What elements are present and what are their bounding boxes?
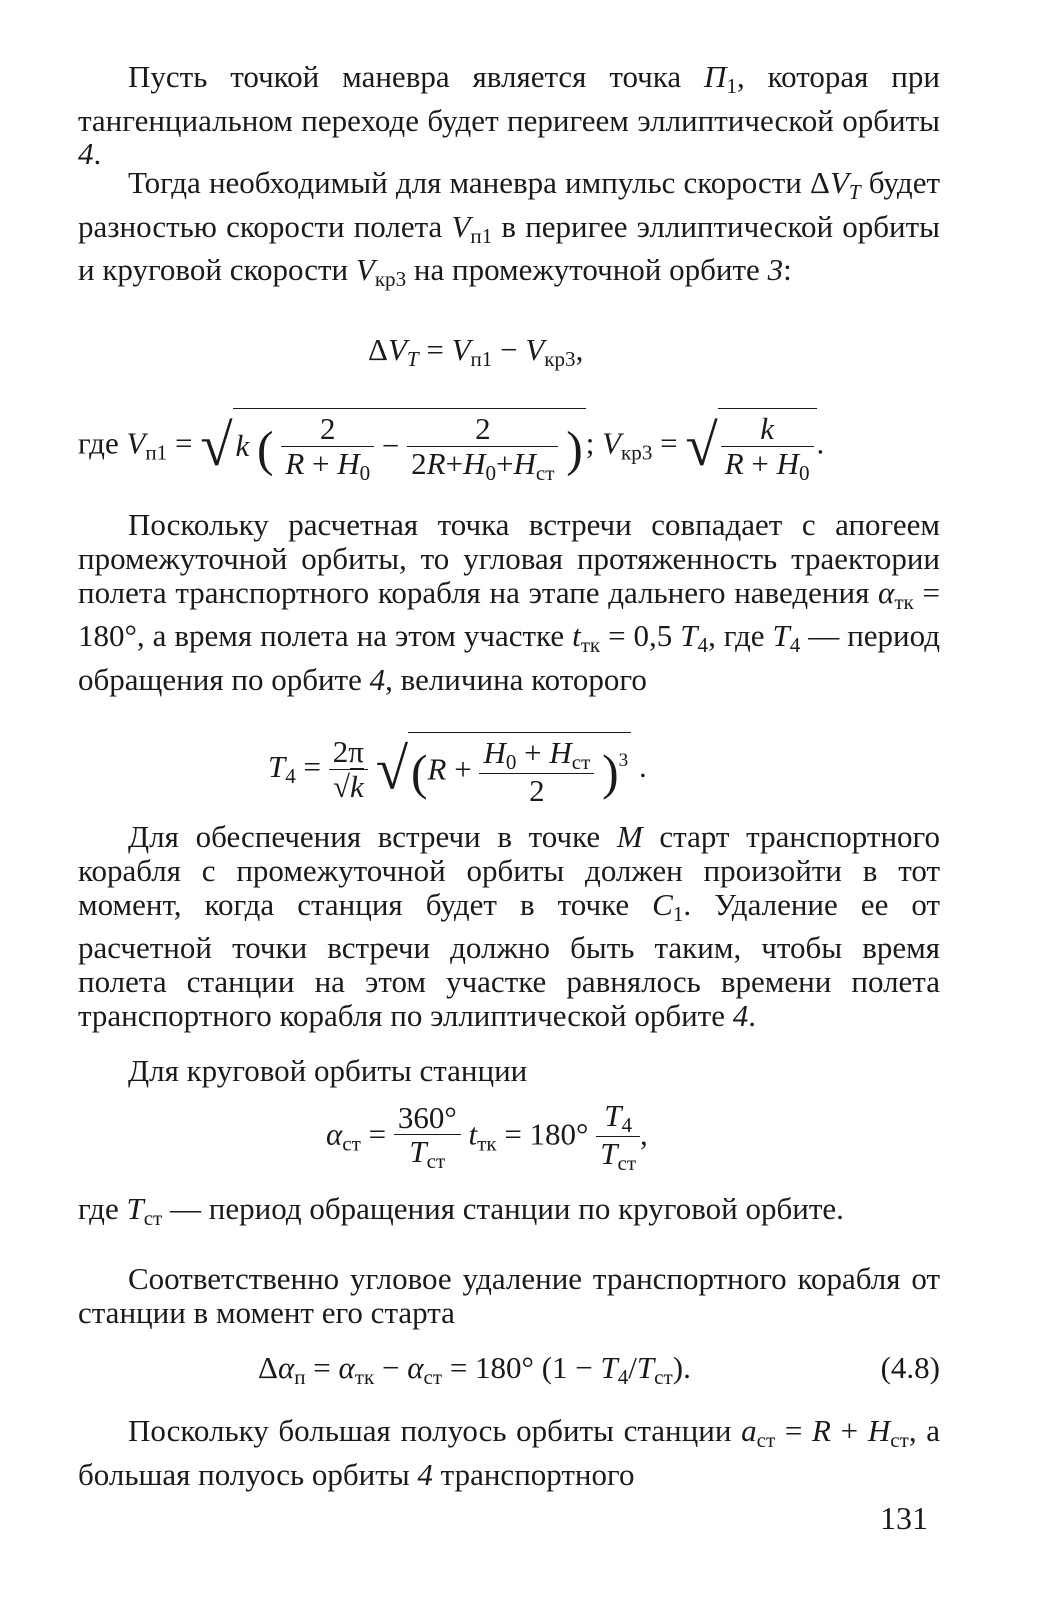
paragraph-5: Для круговой орбиты станции [128,1053,528,1088]
formula-t4: $T_4$ = $\frac{2\pi}{√k}$ √(R + $\frac{H_0 + H_{ст}}{2}$ )$^3$ . [268,732,647,808]
paragraph-3: Поскольку расчетная точка встречи совпадает с апогеем промежуточной орбиты, то угловая протяженность траектории полета транспортного корабля на этапе дальнего наведения $\alpha_{тк} = 180^\circ$, а время полета на этом участке $t_{тк} = 0,5$ $T_4$, где $T_4$ — период обращения по орбите 4, величина которого [78,507,941,697]
formula-vp1-vkr3: где $V_{п1} = √k$ ( $\frac{2}{R + H_0}$ − $\frac{2}{2R+H_0+H_{ст}}$ ); $V_{кр3}$ = √ $\frac{k}{R + H_0}$ . [78,408,824,485]
equation-number: (4.8) [880,1350,940,1385]
where-label: где [78,425,119,461]
formula-alpha-st: $\alpha_{ст}$ = $\frac{360^\circ}{T_{ст}}$ $t_{тк} = 180^\circ$ $\frac{T_4}{T_{ст}}$ , [326,1098,648,1175]
paragraph-1: Пусть точкой маневра является точка $П_1$, которая при тангенциальном переходе будет перигеем эллиптической орбиты 4. [78,59,940,172]
page-number: 131 [880,1500,928,1536]
paragraph-2: Тогда необходимый для маневра импульс скорости $\Delta V_T$ будет разностью скорости полета $V_{п1}$ в перигее эллиптической орбиты и круговой скорости $V_{кр3}$ на промежуточной орбите 3: [78,165,940,292]
paragraph-7: Соответственно угловое удаление транспортного корабля от станции в момент его старта [78,1261,940,1330]
paragraph-8: Поскольку большая полуось орбиты станции $a_{ст} = R + H_{ст}$, а большая полуось орбиты 4 транспортного [78,1413,941,1492]
formula-delta-alpha: $\Delta\alpha_п = \alpha_{тк} - \alpha_{ст} = 180^\circ$ $(1 - T_4/T_{ст})$. (4.8) [258,1350,940,1389]
paragraph-4: Для обеспечения встречи в точке М старт транспортного корабля с промежуточной орбиты должен произойти в тот момент, когда станция будет в точке $C_1$. Удаление ее от расчетной точки встречи должно быть таким, чтобы время полета станции на этом участке равнялось времени полета транспортного корабля по эллиптической орбите 4. [78,819,940,1033]
formula-delta-v: $\Delta V_T = V_{п1} - V_{кр3}$, [368,332,584,371]
paragraph-6: где $T_{ст}$ — период обращения станции по круговой орбите. [78,1191,844,1230]
